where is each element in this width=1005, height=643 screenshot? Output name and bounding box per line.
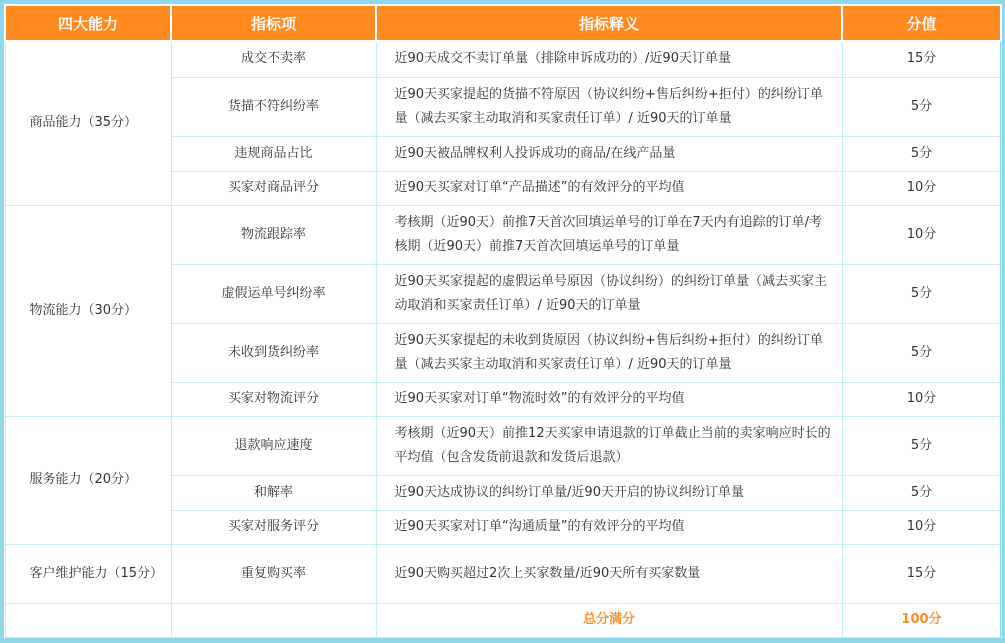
indicator-cell: 未收到货纠纷率 [171, 323, 376, 382]
definition-cell: 近90天买家提起的未收到货原因（协议纠纷+售后纠纷+拒付）的纠纷订单量（减去买家主动取消和买家责任订单）/ 近90天的订单量 [376, 323, 842, 382]
score-cell: 10分 [842, 382, 1001, 416]
total-empty-cell [171, 603, 376, 637]
score-cell: 15分 [842, 41, 1001, 77]
score-cell: 5分 [842, 323, 1001, 382]
indicator-cell: 虚假运单号纠纷率 [171, 264, 376, 323]
indicator-cell: 买家对物流评分 [171, 382, 376, 416]
indicator-cell: 重复购买率 [171, 544, 376, 603]
table-row [5, 41, 1001, 77]
indicator-cell: 物流跟踪率 [171, 205, 376, 264]
total-value: 100分 [842, 603, 1001, 637]
definition-cell: 近90天被品牌权利人投诉成功的商品/在线产品量 [376, 136, 842, 171]
total-row [5, 603, 1001, 637]
indicator-cell: 和解率 [171, 475, 376, 510]
score-cell: 5分 [842, 77, 1001, 136]
header-row [5, 5, 1001, 41]
total-empty-cell [5, 603, 171, 637]
definition-cell: 考核期（近90天）前推7天首次回填运单号的订单在7天内有追踪的订单/考核期（近90天）前推7天首次回填运单号的订单量 [376, 205, 842, 264]
score-cell: 10分 [842, 205, 1001, 264]
header-indicator: 指标项 [171, 5, 376, 41]
indicator-cell: 成交不卖率 [171, 41, 376, 77]
ability-service: 服务能力（20分） [5, 416, 171, 544]
score-cell: 5分 [842, 264, 1001, 323]
definition-cell: 近90天买家提起的虚假运单号原因（协议纠纷）的纠纷订单量（减去买家主动取消和买家责任订单）/ 近90天的订单量 [376, 264, 842, 323]
score-cell: 10分 [842, 510, 1001, 544]
score-cell: 5分 [842, 136, 1001, 171]
definition-cell: 近90天达成协议的纠纷订单量/近90天开启的协议纠纷订单量 [376, 475, 842, 510]
header-definition: 指标释义 [376, 5, 842, 41]
scoring-table [4, 4, 1002, 638]
scoring-table-frame [4, 4, 1000, 638]
table-row [5, 416, 1001, 475]
indicator-cell: 货描不符纠纷率 [171, 77, 376, 136]
score-cell: 5分 [842, 475, 1001, 510]
definition-cell: 近90天买家对订单“沟通质量”的有效评分的平均值 [376, 510, 842, 544]
indicator-cell: 买家对服务评分 [171, 510, 376, 544]
ability-customer-retention: 客户维护能力（15分） [5, 544, 171, 603]
definition-cell: 近90天买家对订单“物流时效”的有效评分的平均值 [376, 382, 842, 416]
score-cell: 15分 [842, 544, 1001, 603]
indicator-cell: 买家对商品评分 [171, 171, 376, 205]
ability-logistics: 物流能力（30分） [5, 205, 171, 416]
table-row [5, 544, 1001, 603]
total-label: 总分满分 [376, 603, 842, 637]
score-cell: 5分 [842, 416, 1001, 475]
header-ability: 四大能力 [5, 5, 171, 41]
definition-cell: 考核期（近90天）前推12天买家申请退款的订单截止当前的卖家响应时长的平均值（包含发货前退款和发货后退款） [376, 416, 842, 475]
indicator-cell: 退款响应速度 [171, 416, 376, 475]
definition-cell: 近90天买家对订单“产品描述”的有效评分的平均值 [376, 171, 842, 205]
score-cell: 10分 [842, 171, 1001, 205]
header-score: 分值 [842, 5, 1001, 41]
definition-cell: 近90天成交不卖订单量（排除申诉成功的）/近90天订单量 [376, 41, 842, 77]
indicator-cell: 违规商品占比 [171, 136, 376, 171]
definition-cell: 近90天买家提起的货描不符原因（协议纠纷+售后纠纷+拒付）的纠纷订单量（减去买家主动取消和买家责任订单）/ 近90天的订单量 [376, 77, 842, 136]
definition-cell: 近90天购买超过2次上买家数量/近90天所有买家数量 [376, 544, 842, 603]
ability-goods: 商品能力（35分） [5, 41, 171, 205]
table-row [5, 205, 1001, 264]
